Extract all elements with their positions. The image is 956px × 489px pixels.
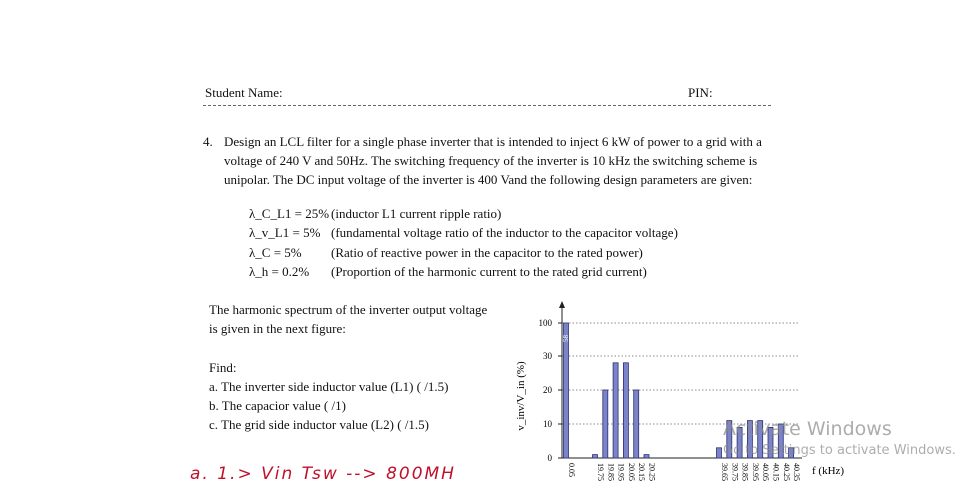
pin-label: PIN:	[688, 85, 713, 100]
x-tick-label: 39.65	[720, 463, 729, 481]
x-tick-label: 20.15	[637, 463, 647, 481]
handwritten-note: a. 1.> Vin Tsw --> 800MH	[190, 464, 456, 484]
x-axis-label: f (kHz)	[812, 465, 845, 477]
question-text: Design an LCL filter for a single phase inverter that is intended to inject 6 kW of power to a grid with a voltage of 240 V and 50Hz. The switching frequency of the inverter is 10 kHz the switching scheme is unipolar. The DC input voltage of the inverter is 400 Vand the following design parameters are given:	[224, 134, 762, 187]
watermark-subtitle: Go to Settings to activate Windows.	[723, 443, 956, 458]
param-symbol: λ_v_L1 = 5%	[249, 225, 321, 241]
x-tick-label: 0.05	[567, 463, 576, 477]
header-divider	[203, 105, 771, 106]
x-tick-label: 39.85	[740, 463, 750, 481]
param-desc: (inductor L1 current ripple ratio)	[331, 206, 502, 221]
x-tick-label: 40.15	[771, 463, 781, 481]
find-item-b: b. The capacior value ( /1)	[209, 398, 346, 413]
param-desc: (fundamental voltage ratio of the inductor to the capacitor voltage)	[331, 225, 678, 241]
find-item-c: c. The grid side inductor value (L2) ( /1.5)	[209, 417, 429, 432]
y-tick-label: 10	[543, 419, 552, 429]
x-tick-label: 39.75	[730, 463, 740, 481]
x-tick-label: 20.25	[647, 463, 657, 481]
spectrum-bar	[644, 455, 649, 458]
param-desc: (Ratio of reactive power in the capacitor to the rated power)	[331, 244, 643, 260]
question-number: 4.	[203, 134, 213, 149]
y-tick-label: 20	[543, 385, 552, 395]
param-row	[249, 262, 678, 281]
find-section	[209, 358, 448, 434]
find-item-a: a. The inverter side inductor value (L1) ( /1.5)	[209, 379, 449, 394]
spectrum-bar	[603, 390, 608, 458]
x-tick-label: 39.95	[750, 463, 760, 481]
bar-note: 58	[562, 335, 570, 342]
x-tick-label: 20.05	[626, 463, 636, 481]
spectrum-intro: The harmonic spectrum of the inverter output voltage is given in the next figure:	[209, 302, 488, 336]
spectrum-bar	[634, 390, 639, 458]
param-row	[249, 204, 678, 223]
spectrum-bar	[623, 363, 628, 458]
find-label: Find:	[209, 360, 237, 375]
x-tick-label: 40.05	[761, 463, 771, 481]
param-desc: (Proportion of the harmonic current to the rated grid current)	[331, 263, 647, 279]
student-name-label: Student Name:	[205, 85, 283, 100]
y-tick-label: 0	[547, 453, 552, 463]
spectrum-bar	[613, 363, 618, 458]
question-block	[203, 132, 803, 189]
spectrum-bar	[717, 448, 722, 458]
y-axis-label: v_inv/V_in (%)	[515, 361, 527, 431]
watermark-title: Activate Windows	[723, 418, 892, 440]
x-tick-label: 40.35	[792, 463, 802, 481]
param-row	[249, 223, 678, 242]
param-row	[249, 243, 678, 262]
x-tick-label: 19.95	[616, 463, 626, 481]
y-tick-label: 100	[538, 318, 552, 328]
design-parameters	[249, 204, 678, 281]
param-symbol: λ_h = 0.2%	[249, 263, 310, 279]
param-symbol: λ_C_L1 = 25%	[249, 206, 330, 221]
y-tick-label: 30	[543, 351, 552, 361]
param-symbol: λ_C = 5%	[249, 244, 302, 260]
x-tick-label: 19.85	[606, 463, 616, 481]
y-axis-arrow	[559, 301, 565, 308]
harmonic-spectrum-chart	[500, 296, 870, 489]
spectrum-bar	[593, 455, 598, 458]
x-tick-label: 40.25	[781, 463, 791, 481]
spectrum-bar	[564, 323, 569, 458]
x-tick-label: 19.75	[596, 463, 605, 481]
